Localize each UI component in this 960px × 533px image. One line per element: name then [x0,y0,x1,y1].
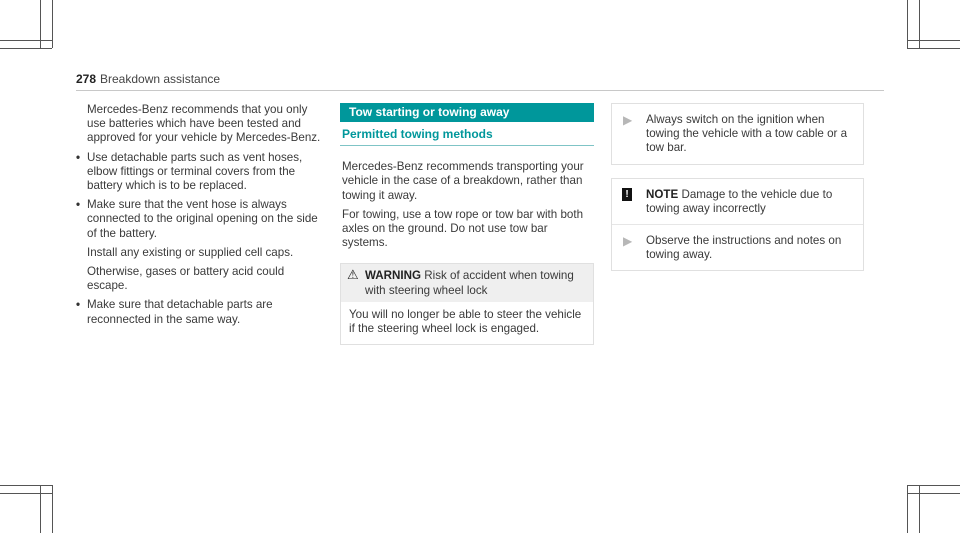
body-paragraph: Mercedes-Benz recommends transporting your vehicle in the case of a breakdown, rather than towing it away. [342,160,584,202]
warning-label: WARNING [365,269,422,283]
warning-body: You will no longer be able to steer the vehicle if the steering wheel lock is engaged. [349,307,582,336]
list-item [76,298,322,326]
warning-header [341,264,593,301]
page-number: 278 [76,72,97,86]
crop-mark [0,40,52,41]
crop-mark [0,493,52,494]
crop-mark [52,485,53,533]
list-item [76,151,322,194]
list-item [76,198,322,293]
column-left [76,103,322,332]
crop-mark [0,48,52,49]
instruction-step [612,104,863,164]
instruction-step [612,225,863,270]
subsection-title: Permitted towing methods [342,127,493,141]
section-title: Tow starting or towing away [340,103,594,122]
list-item-subtext: Install any existing or supplied cell caps. [87,245,294,259]
crop-mark [907,40,960,41]
column-right [611,103,864,271]
crop-mark [907,493,960,494]
bullet-icon: • [76,150,81,164]
list-item-subtext: Otherwise, gases or battery acid could escape. [87,265,285,293]
body-paragraph: For towing, use a tow rope or tow bar with both axles on the ground. Do not use tow bar systems. [342,207,584,250]
header-rule [76,90,884,91]
warning-box [340,263,594,345]
warning-title: Risk of accident when towing with steering wheel lock [365,269,574,297]
intro-paragraph: Mercedes-Benz recommends that you only use batteries which have been tested and approved for your vehicle by Mercedes-Benz. [87,103,321,145]
step-arrow-icon: ▶ [623,113,633,127]
crop-mark [907,485,960,486]
list-item-text: Make sure that detachable parts are reconnected in the same way. [87,298,273,326]
note-title: Damage to the vehicle due to towing away incorrectly [646,187,833,215]
note-box [611,178,864,272]
exclamation-icon: ! [622,188,632,201]
crop-mark [52,0,53,48]
running-title: Breakdown assistance [100,72,221,86]
crop-mark [907,48,960,49]
list-item-text: Use detachable parts such as vent hoses, elbow fittings or terminal covers from the battery which is to be replaced. [87,150,303,193]
bullet-icon: • [76,198,81,212]
warning-triangle-icon: ⚠ [347,267,359,283]
instruction-box [611,103,864,165]
subsection-rule [340,145,594,146]
instruction-text: Always switch on the ignition when towing the vehicle with a tow cable or a tow bar. [646,113,848,155]
note-header [612,179,863,224]
bullet-list [76,151,322,327]
instruction-text: Observe the instructions and notes on towing away. [646,234,842,262]
step-arrow-icon: ▶ [623,234,633,249]
note-label: NOTE [646,187,679,201]
page-header [76,72,884,86]
column-middle [340,103,594,345]
list-item-text: Make sure that the vent hose is always connected to the original opening on the side of the battery. [87,198,318,240]
bullet-icon: • [76,298,81,312]
crop-mark [0,485,52,486]
